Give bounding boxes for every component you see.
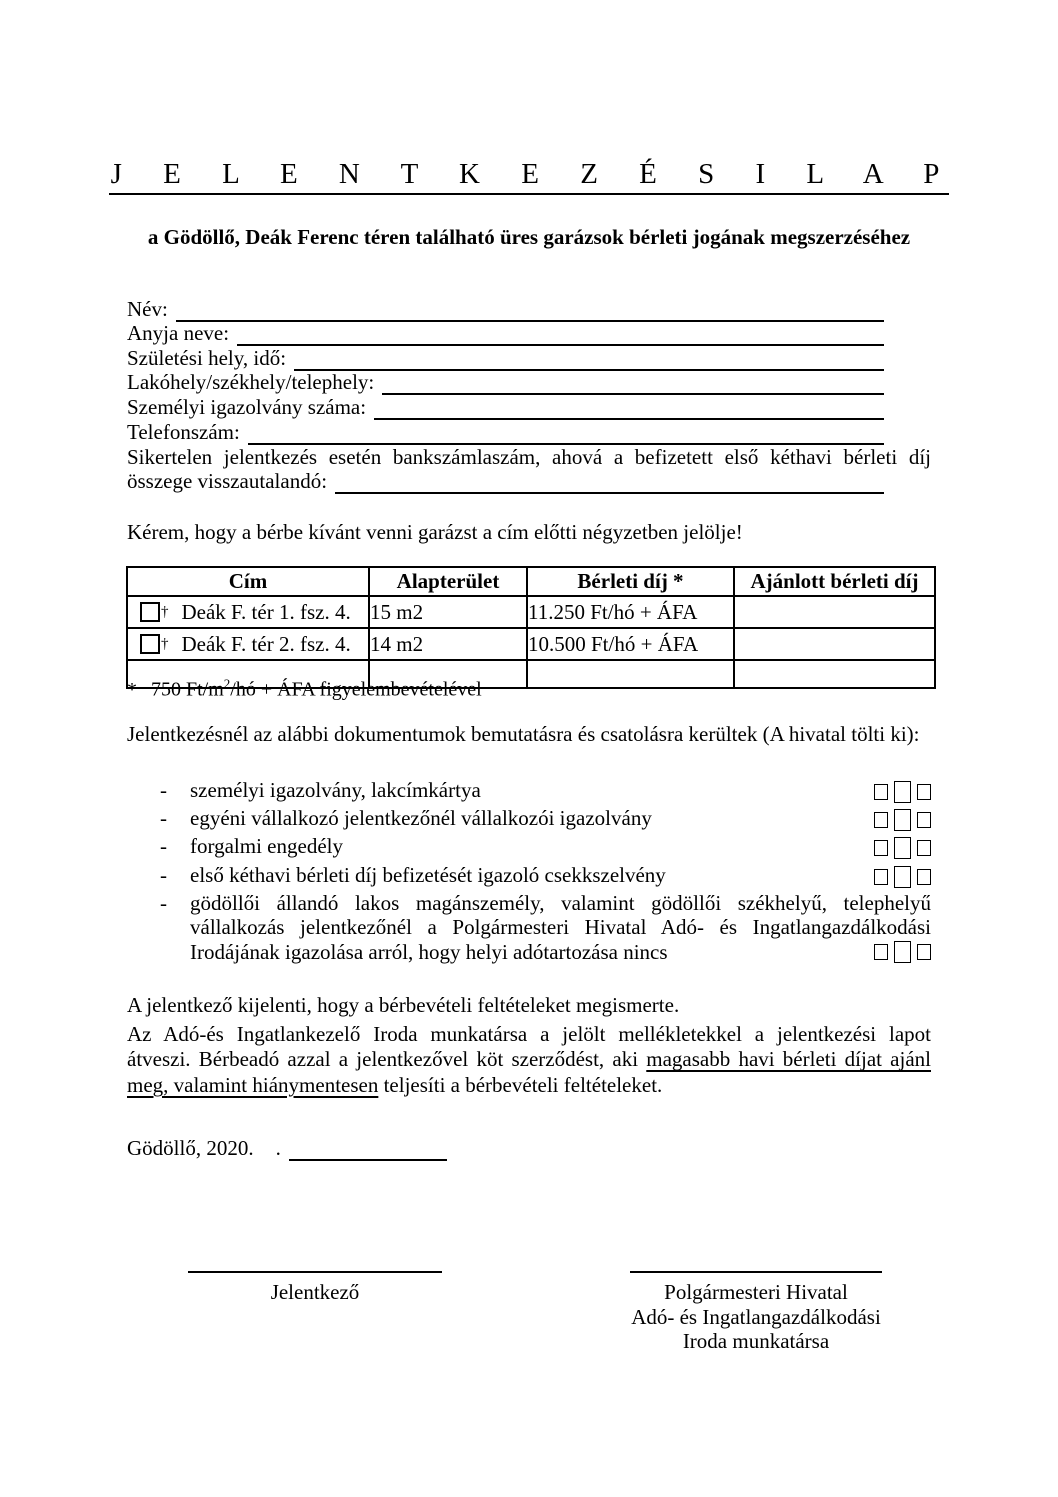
list-item — [127, 778, 931, 803]
table-row — [127, 596, 935, 628]
closing-line3 — [127, 1047, 931, 1073]
list-item — [127, 806, 931, 831]
closing-line3-normal: átveszi. Bérbeadó azzal a jelentkezővel köt szerződést, aki — [127, 1047, 647, 1072]
lakohely-input-line[interactable] — [382, 372, 884, 395]
closing-paragraphs — [127, 993, 931, 1098]
list-item-text: személyi igazolvány, lakcímkártya — [190, 778, 481, 802]
checkbox-icon[interactable] — [917, 944, 931, 960]
checkbox-triple — [874, 866, 931, 888]
list-dash: - — [160, 806, 167, 831]
list-dash: - — [160, 834, 167, 859]
checkbox-icon[interactable] — [894, 809, 911, 831]
anyja-neve-input-line[interactable] — [237, 323, 884, 346]
garage-1-offered-rent-cell[interactable] — [734, 596, 935, 628]
checklist-intro: Jelentkezésnél az alábbi dokumentumok bemutatásra és csatolásra kerültek (A hivatal tölti ki): — [127, 722, 920, 746]
page-subtitle: a Gödöllő, Deák Ferenc téren található üres garázsok bérleti jogának megszerzéséhez — [147, 225, 911, 249]
field-row-anyja-neve — [127, 322, 884, 347]
field-row-lakohely — [127, 371, 884, 396]
table-header-row — [127, 567, 935, 596]
garage-2-area: 14 m2 — [369, 628, 527, 660]
garage-2-rent: 10.500 Ft/hó + ÁFA — [527, 628, 734, 660]
office-signature-label-line2: Adó- és Ingatlangazdálkodási — [631, 1304, 881, 1329]
documents-checklist — [127, 722, 931, 968]
empty-rent-cell[interactable] — [527, 660, 734, 688]
list-dash: - — [160, 862, 167, 887]
footnote-text-pre: 750 Ft/m — [151, 678, 224, 701]
field-row-szemelyi — [127, 395, 884, 420]
checkbox-triple — [874, 837, 931, 859]
footnote-superscript: 2 — [223, 676, 231, 691]
bankszamla-input-line[interactable] — [335, 471, 884, 494]
long-item-line3: Irodájának igazolása arról, hogy helyi adótartozása nincs — [190, 939, 668, 964]
closing-line4-underlined: meg, valamint hiánymentesen — [127, 1072, 379, 1097]
garage-1-area: 15 m2 — [369, 596, 527, 628]
garage-2-checkbox[interactable] — [140, 634, 160, 654]
nev-input-line[interactable] — [176, 299, 884, 322]
page-title-text: J E L E N T K E Z É S I L A P — [109, 158, 950, 195]
page-title — [0, 158, 1058, 195]
field-row-telefonszam — [127, 420, 884, 445]
header-alapterulet: Alapterület — [369, 567, 527, 596]
office-signature-line[interactable] — [630, 1271, 882, 1273]
field-row-szuletesi — [127, 346, 884, 371]
applicant-signature-line[interactable] — [188, 1271, 442, 1273]
header-ajanlott-berleti-dij: Ajánlott bérleti díj — [734, 567, 935, 596]
checkbox-triple — [874, 781, 931, 803]
signature-applicant — [188, 1271, 442, 1305]
checkbox-marker-icon: † — [161, 603, 169, 620]
garage-table-wrap — [126, 566, 936, 689]
field-label-telefonszam: Telefonszám: — [127, 419, 240, 444]
office-signature-label-line3: Iroda munkatársa — [682, 1329, 830, 1353]
header-cim: Cím — [127, 567, 369, 596]
long-item-line1: gödöllői állandó lakos magánszemély, valamint gödöllői székhelyű, telephelyű — [190, 890, 931, 915]
closing-line4-normal: teljesíti a bérbevételi feltételeket. — [378, 1072, 663, 1097]
list-item — [127, 863, 931, 888]
checkbox-triple — [874, 809, 931, 831]
checkbox-icon[interactable] — [917, 784, 931, 800]
telefonszam-input-line[interactable] — [248, 422, 884, 445]
date-input-line[interactable] — [289, 1138, 447, 1161]
long-item-line2: vállalkozás jelentkezőnél a Polgármesteri Hivatal Adó- és Ingatlangazdálkodási — [190, 915, 931, 940]
checkbox-icon[interactable] — [874, 840, 888, 856]
cim-cell — [128, 600, 368, 625]
list-dash: - — [160, 778, 167, 802]
list-item-text: első kéthavi bérleti díj befizetését igazoló csekkszelvény — [190, 862, 666, 887]
garage-1-address: Deák F. tér 1. fsz. 4. — [181, 599, 351, 624]
cim-cell — [128, 632, 368, 657]
header-berleti-dij: Bérleti díj * — [527, 567, 734, 596]
checkbox-icon[interactable] — [874, 869, 888, 885]
garage-selection-instruction: Kérem, hogy a bérbe kívánt venni garázst a cím előtti négyzetben jelölje! — [127, 520, 743, 544]
list-item — [127, 834, 931, 859]
szemelyi-input-line[interactable] — [374, 397, 884, 420]
applicant-signature-label: Jelentkező — [270, 1280, 360, 1304]
footnote-text-post: /hó + ÁFA figyelembevételével — [230, 678, 482, 701]
table-row — [127, 628, 935, 660]
checkbox-icon[interactable] — [874, 784, 888, 800]
field-label-szemelyi: Személyi igazolvány száma: — [127, 394, 367, 419]
field-label-lakohely: Lakóhely/székhely/telephely: — [127, 370, 375, 395]
garage-1-rent: 11.250 Ft/hó + ÁFA — [527, 596, 734, 628]
closing-line3-underlined: magasabb havi bérleti díjat ajánl — [646, 1047, 931, 1072]
checkbox-marker-icon: † — [161, 635, 169, 652]
table-footnote — [127, 676, 482, 702]
checkbox-triple — [874, 941, 931, 963]
closing-line1: A jelentkező kijelenti, hogy a bérbevételi feltételeket megismerte. — [127, 993, 680, 1017]
closing-line2: Az Adó-és Ingatlankezelő Iroda munkatársa a jelölt mellékletekkel a jelentkezési lapot — [127, 1021, 931, 1046]
list-item-text: forgalmi engedély — [190, 834, 343, 859]
checkbox-icon[interactable] — [894, 866, 911, 888]
checkbox-icon[interactable] — [874, 944, 888, 960]
checkbox-icon[interactable] — [894, 837, 911, 859]
signature-office — [630, 1271, 882, 1354]
date-prefix: Gödöllő, 2020. — [127, 1136, 254, 1160]
personal-fields — [127, 297, 931, 494]
checkbox-icon[interactable] — [894, 781, 911, 803]
field-row-nev — [127, 297, 884, 322]
garage-2-address: Deák F. tér 2. fsz. 4. — [181, 631, 351, 656]
garage-2-offered-rent-cell[interactable] — [734, 628, 935, 660]
checkbox-icon[interactable] — [917, 869, 931, 885]
date-line — [127, 1136, 447, 1161]
empty-offered-rent-cell[interactable] — [734, 660, 935, 688]
bank-paragraph-line1: Sikertelen jelentkezés esetén bankszámlaszám, ahová a befizetett első kéthavi bérleti díj — [127, 444, 931, 469]
field-label-szuletesi: Születési hely, idő: — [127, 345, 287, 370]
checkbox-icon[interactable] — [917, 812, 931, 828]
checkbox-icon[interactable] — [874, 812, 888, 828]
field-label-bankszamla: összege visszautalandó: — [127, 468, 328, 493]
closing-line4 — [127, 1073, 931, 1099]
closing-paragraph2 — [127, 1022, 931, 1099]
checklist-items — [127, 778, 931, 965]
garage-1-checkbox[interactable] — [140, 602, 160, 622]
list-dash: - — [160, 890, 167, 915]
list-item-long — [127, 891, 931, 965]
field-label-anyja-neve: Anyja neve: — [127, 321, 230, 346]
checkbox-icon[interactable] — [917, 840, 931, 856]
date-dot: . — [275, 1136, 281, 1160]
office-signature-label-line1: Polgármesteri Hivatal — [664, 1280, 848, 1304]
long-item-line3-wrap — [190, 940, 931, 965]
checkbox-icon[interactable] — [894, 941, 911, 963]
field-label-nev: Név: — [127, 296, 168, 321]
list-item-text: egyéni vállalkozó jelentkezőnél vállalkozói igazolvány — [190, 806, 652, 831]
szuletesi-input-line[interactable] — [294, 348, 884, 371]
field-row-bankszamla — [127, 469, 884, 494]
footnote-asterisk: * — [127, 678, 137, 701]
garage-table — [126, 566, 936, 689]
